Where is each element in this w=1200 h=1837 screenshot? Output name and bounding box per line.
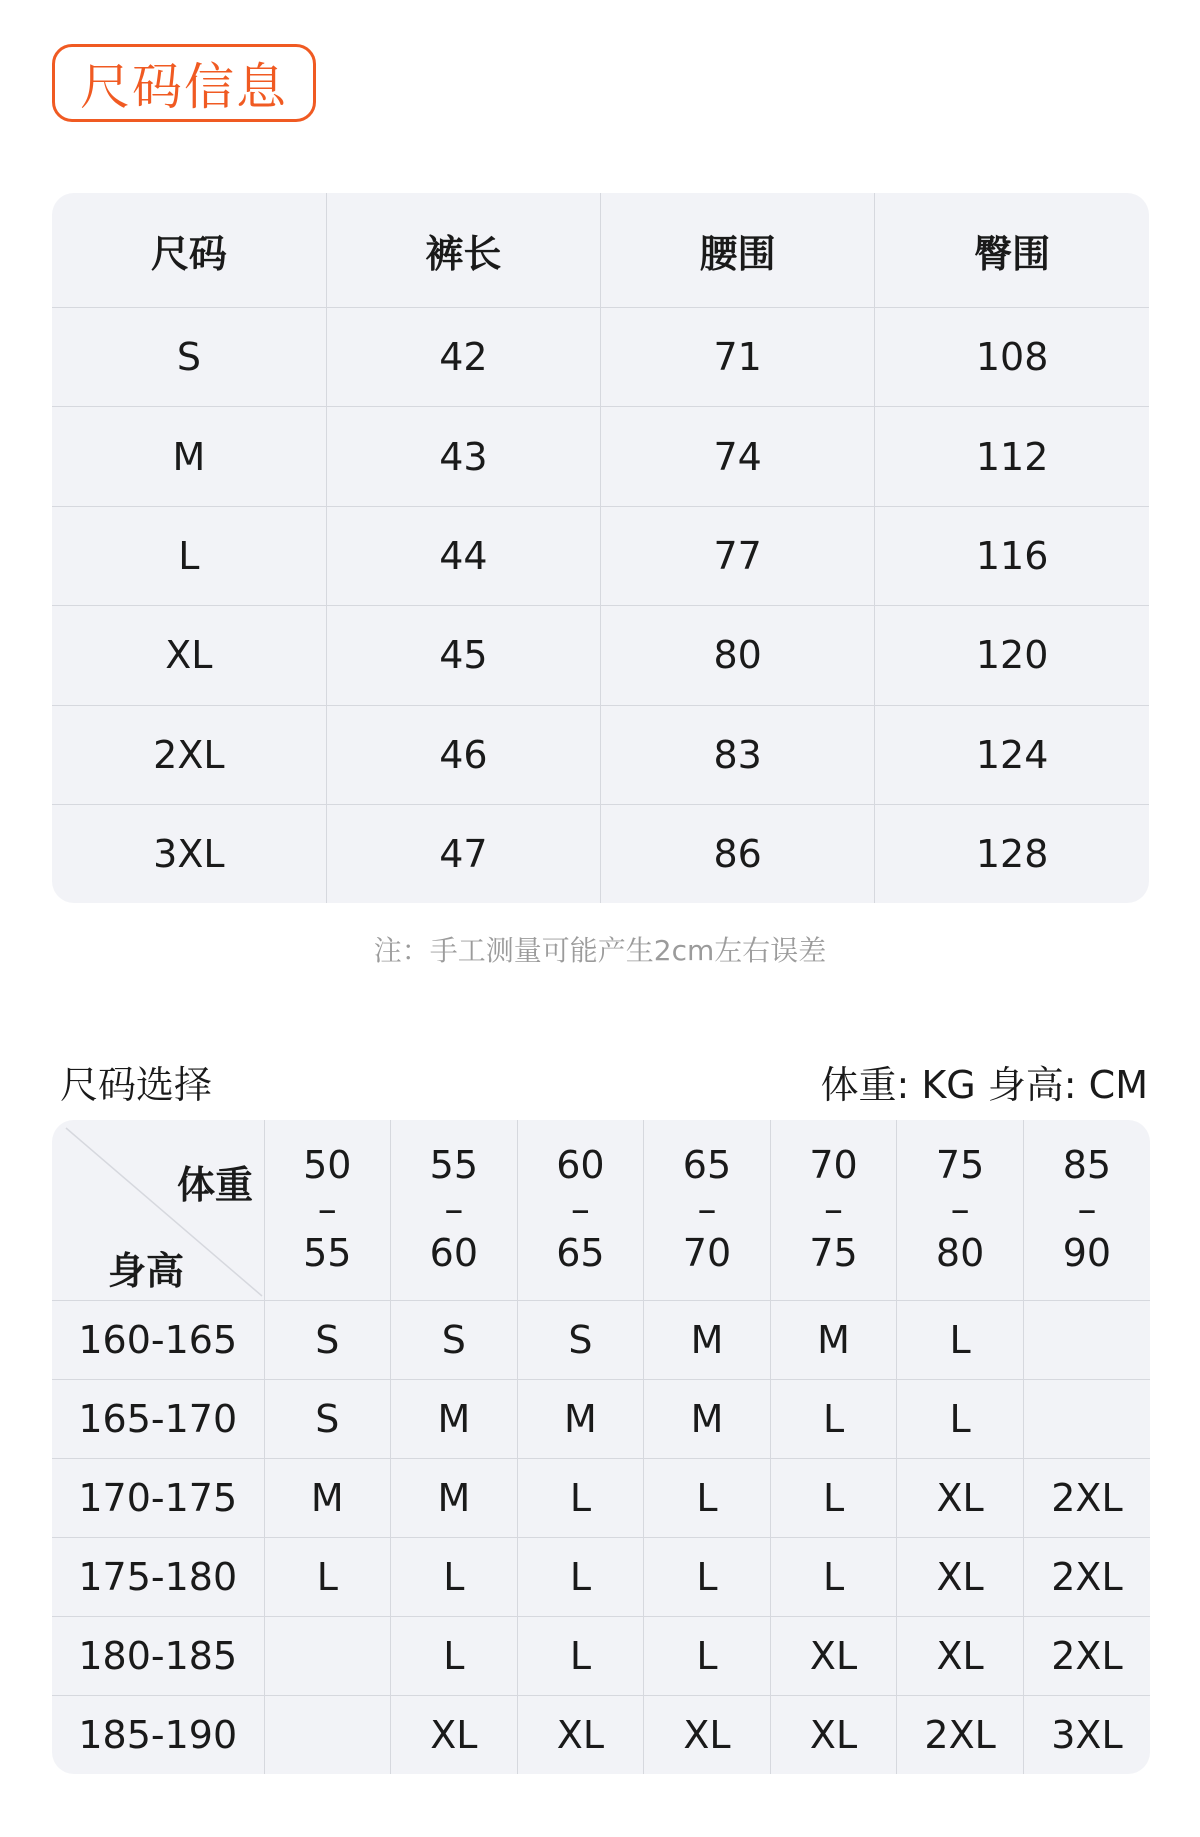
recommended-size-cell: L xyxy=(391,1617,518,1696)
recommended-size-cell xyxy=(264,1696,391,1774)
size-table-cell: 128 xyxy=(975,832,1049,877)
corner-cell xyxy=(52,1120,264,1301)
size-table-cell: 77 xyxy=(601,506,875,605)
height-range-cell: 165-170 xyxy=(52,1380,264,1459)
recommended-size-cell: 3XL xyxy=(1051,1713,1123,1758)
recommended-size-cell: M xyxy=(391,1380,518,1459)
size-table-row xyxy=(52,506,1149,605)
size-table-cell: 86 xyxy=(601,805,875,903)
header-size: 尺码 xyxy=(52,193,326,308)
size-table-cell: M xyxy=(52,407,326,506)
recommended-size-cell: XL xyxy=(897,1617,1024,1696)
fit-table-row xyxy=(52,1301,1150,1380)
size-table-cell: 43 xyxy=(326,407,600,506)
height-range-cell: 170-175 xyxy=(52,1459,264,1538)
height-range-cell: 180-185 xyxy=(52,1617,264,1696)
size-table xyxy=(52,193,1149,903)
fit-table-row xyxy=(52,1617,1150,1696)
weight-range-header xyxy=(264,1120,391,1301)
recommended-size-cell: S xyxy=(264,1380,391,1459)
fit-table xyxy=(52,1120,1150,1774)
recommended-size-cell: 2XL xyxy=(1023,1617,1150,1696)
size-table-cell: 116 xyxy=(875,506,1149,605)
recommended-size-cell: S xyxy=(391,1301,518,1380)
header-waist: 腰围 xyxy=(601,193,875,308)
size-table-cell: 83 xyxy=(601,705,875,804)
section-title-badge xyxy=(52,44,316,122)
header-hip: 臀围 xyxy=(875,193,1149,308)
size-table-cell: 42 xyxy=(326,308,600,407)
fit-table-row xyxy=(52,1380,1150,1459)
size-table-cell: S xyxy=(52,308,326,407)
weight-range-to: 90 xyxy=(1062,1230,1112,1275)
size-table-row xyxy=(52,308,1149,407)
weight-range-from: 85 xyxy=(1062,1143,1112,1188)
weight-range-to: 55 xyxy=(303,1230,352,1275)
weight-range-to: 80 xyxy=(935,1230,985,1275)
recommended-size-cell: XL xyxy=(391,1696,518,1774)
weight-range-from: 70 xyxy=(809,1143,858,1188)
size-table-header xyxy=(52,193,1149,308)
size-table-cell: 112 xyxy=(875,407,1149,506)
height-range-cell: 185-190 xyxy=(52,1696,264,1774)
weight-range-header xyxy=(770,1120,897,1301)
weight-range-header xyxy=(391,1120,518,1301)
section-title: 尺码信息 xyxy=(80,58,288,116)
recommended-size-cell: M xyxy=(644,1301,771,1380)
size-table-cell: 45 xyxy=(326,606,600,705)
weight-range-to: 65 xyxy=(556,1230,605,1275)
size-table-cell: XL xyxy=(52,606,326,705)
recommended-size-cell: XL xyxy=(897,1538,1024,1617)
weight-range-from: 50 xyxy=(303,1143,352,1188)
recommended-size-cell: 2XL xyxy=(1023,1538,1150,1617)
fit-table-row xyxy=(52,1696,1150,1774)
weight-range-header xyxy=(897,1120,1024,1301)
fit-table-row xyxy=(52,1459,1150,1538)
corner-height-label: 身高 xyxy=(108,1249,185,1293)
weight-range-header xyxy=(644,1120,771,1301)
size-table-cell: 71 xyxy=(601,308,875,407)
recommended-size-cell: L xyxy=(897,1380,1024,1459)
weight-range-from: 65 xyxy=(682,1143,732,1188)
weight-range-sep: – xyxy=(950,1187,970,1232)
size-table-row xyxy=(52,805,1149,903)
recommended-size-cell: XL xyxy=(517,1696,644,1774)
size-table-cell: 47 xyxy=(326,805,600,903)
size-table-cell: 44 xyxy=(326,506,600,605)
recommended-size-cell: L xyxy=(517,1459,644,1538)
recommended-size-cell: L xyxy=(517,1538,644,1617)
weight-range-to: 60 xyxy=(429,1230,479,1275)
weight-range-sep: – xyxy=(317,1187,337,1232)
recommended-size-cell: S xyxy=(264,1301,391,1380)
weight-range-header xyxy=(517,1120,644,1301)
weight-range-sep: – xyxy=(570,1187,590,1232)
weight-range-from: 60 xyxy=(556,1143,605,1188)
size-table-cell: 120 xyxy=(875,606,1149,705)
recommended-size-cell: L xyxy=(770,1380,897,1459)
recommended-size-cell: L xyxy=(770,1459,897,1538)
recommended-size-cell: XL xyxy=(644,1696,771,1774)
recommended-size-cell: L xyxy=(644,1617,771,1696)
height-range-cell: 160-165 xyxy=(52,1301,264,1380)
height-range-cell: 175-180 xyxy=(52,1538,264,1617)
weight-range-sep: – xyxy=(697,1187,717,1232)
size-table-cell: 124 xyxy=(875,705,1149,804)
recommended-size-cell: L xyxy=(770,1538,897,1617)
recommended-size-cell: L xyxy=(264,1538,391,1617)
size-table-row xyxy=(52,407,1149,506)
recommended-size-cell: L xyxy=(391,1538,518,1617)
recommended-size-cell: XL xyxy=(897,1459,1024,1538)
recommended-size-cell: L xyxy=(644,1459,771,1538)
size-table-row xyxy=(52,705,1149,804)
weight-range-header xyxy=(1023,1120,1150,1301)
recommended-size-cell xyxy=(1023,1380,1150,1459)
units-label: 体重: KG 身高: CM xyxy=(820,1063,1148,1107)
size-table-cell: 46 xyxy=(326,705,600,804)
weight-range-to: 70 xyxy=(682,1230,732,1275)
weight-range-from: 75 xyxy=(935,1143,985,1188)
recommended-size-cell: M xyxy=(391,1459,518,1538)
size-table-cell: 80 xyxy=(601,606,875,705)
recommended-size-cell: M xyxy=(517,1380,644,1459)
weight-range-sep: – xyxy=(1077,1187,1097,1232)
size-table-cell: 2XL xyxy=(52,705,326,804)
recommended-size-cell: L xyxy=(897,1301,1024,1380)
size-table-row xyxy=(52,606,1149,705)
size-table-cell: 108 xyxy=(875,308,1149,407)
measurement-note: 注：手工测量可能产生2cm左右误差 xyxy=(373,934,827,967)
recommended-size-cell: L xyxy=(644,1538,771,1617)
recommended-size-cell: 2XL xyxy=(897,1696,1024,1774)
weight-range-from: 55 xyxy=(429,1143,479,1188)
header-length: 裤长 xyxy=(326,193,600,308)
size-table-cell: L xyxy=(52,506,326,605)
recommended-size-cell: 2XL xyxy=(1023,1459,1150,1538)
recommended-size-cell: M xyxy=(770,1301,897,1380)
corner-weight-label: 体重 xyxy=(177,1163,254,1207)
fit-table-header xyxy=(52,1120,1150,1301)
weight-range-to: 75 xyxy=(809,1230,858,1275)
recommended-size-cell: M xyxy=(644,1380,771,1459)
size-table-cell: 74 xyxy=(601,407,875,506)
recommended-size-cell xyxy=(264,1617,391,1696)
recommended-size-cell: L xyxy=(517,1617,644,1696)
fit-section-title: 尺码选择 xyxy=(60,1063,213,1107)
size-table-cell: 3XL xyxy=(52,805,326,903)
recommended-size-cell xyxy=(1023,1301,1150,1380)
recommended-size-cell: XL xyxy=(770,1617,897,1696)
weight-range-sep: – xyxy=(824,1187,844,1232)
recommended-size-cell: XL xyxy=(770,1696,897,1774)
fit-table-row xyxy=(52,1538,1150,1617)
weight-range-sep: – xyxy=(444,1187,464,1232)
recommended-size-cell: M xyxy=(264,1459,391,1538)
recommended-size-cell: S xyxy=(517,1301,644,1380)
